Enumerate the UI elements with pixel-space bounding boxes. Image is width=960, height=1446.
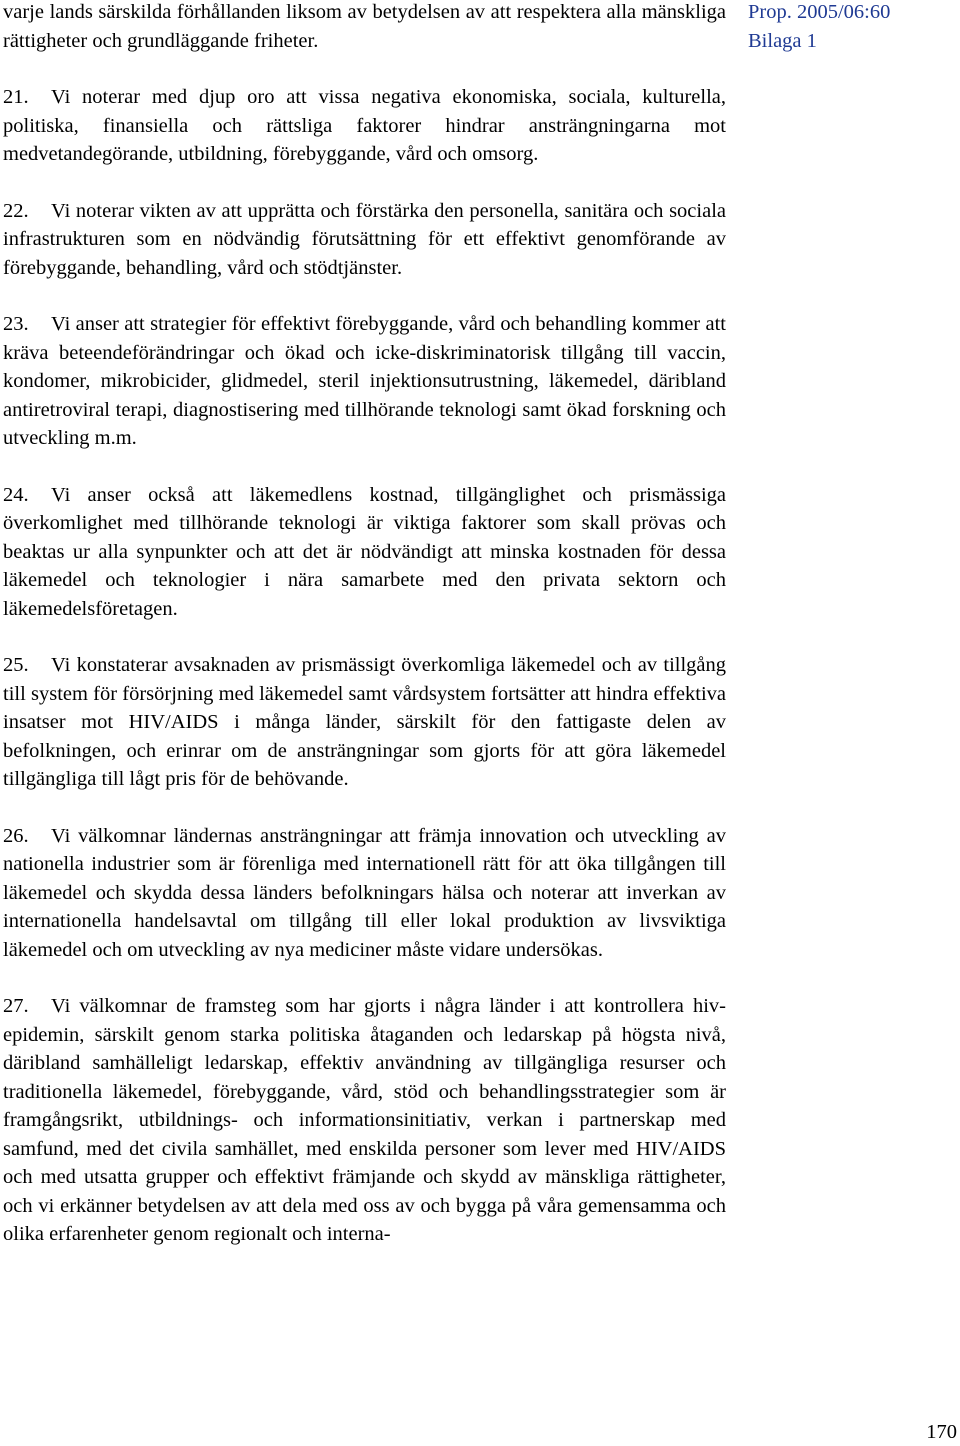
- document-reference: [748, 0, 958, 55]
- paragraph-text: Vi välkomnar de framsteg som har gjorts i några länder i att kontrollera hiv-epidemin, särskilt genom starka politiska åtaganden och ledarskap på högsta nivå, däribland samhälleligt ledarskap, effektiv användning av tillgängliga resurser och traditionella läkemedel, förebyggande, vård, stöd och behandlingsstrategier som är framgångsrikt, utbildnings- och informationsinitiativ, verkan i partnerskap med samfund, med det civila samhället, med enskilda personer som lever med HIV/AIDS och med utsatta grupper och effektivt främjande och skydd av mänskliga rättigheter, och vi erkänner betydelsen av att dela med oss av och bygga på våra gemensamma och olika erfarenheter genom regionalt och interna-: [3, 995, 726, 1245]
- paragraph-24: [3, 481, 726, 624]
- appendix-label: Bilaga 1: [748, 29, 817, 52]
- paragraph-text: Vi anser också att läkemedlens kostnad, tillgänglighet och prismässiga överkomlighet med tillhörande teknologi är viktiga faktorer som skall prövas och beaktas ur alla synpunkter och att det är nödvändigt att minska kostnaden för dessa läkemedel och teknologier i nära samarbete med den privata sektorn och läkemedelsföretagen.: [3, 483, 726, 620]
- paragraph-text: Vi konstaterar avsaknaden av prismässigt överkomliga läkemedel och av tillgång till system för försörjning med läkemedel samt vårdsystem fortsätter att hindra effektiva insatser mot HIV/AIDS i många länder, särskilt för den fattigaste delen av befolkningen, och erinrar om de ansträngningar som gjorts för att göra läkemedel tillgängliga till lågt pris för de behövande.: [3, 654, 726, 790]
- paragraph-26: [3, 822, 726, 965]
- intro-paragraph: varje lands särskilda förhållanden liksom av betydelsen av att respektera alla mänskliga rättigheter och grundläggande friheter.: [3, 1, 726, 52]
- paragraph-number: 24.: [3, 483, 29, 506]
- paragraph-22: [3, 197, 726, 283]
- proposition-reference: Prop. 2005/06:60: [748, 1, 891, 23]
- paragraph-number: 21.: [3, 86, 29, 108]
- paragraph-number: 22.: [3, 199, 29, 222]
- paragraph-text: Vi välkomnar ländernas ansträngningar att främja innovation och utveckling av nationella industrier som är förenliga med internationell rätt för att öka tillgången till läkemedel och skydda dessa länders befolkningars hälsa och noterar att inverkan av internationella handelsavtal om tillgång till eller lokal produktion av livsviktiga läkemedel och om utveckling av nya mediciner måste vidare undersökas.: [3, 824, 726, 961]
- paragraph-number: 26.: [3, 824, 29, 847]
- body-text-column: [3, 0, 726, 1277]
- page-number: 170: [926, 1421, 957, 1443]
- paragraph-25: [3, 651, 726, 794]
- paragraph-text: Vi anser att strategier för effektivt förebyggande, vård och behandling kommer att kräva beteendeförändringar och ökad och icke-diskriminatorisk tillgång till vaccin, kondomer, mikrobicider, glidmedel, steril injektionsutrustning, läkemedel, däribland antiretroviral terapi, diagnostisering med tillhörande teknologi samt ökad forskning och utveckling m.m.: [3, 313, 726, 449]
- paragraph-23: [3, 310, 726, 453]
- paragraph-21: [3, 83, 726, 169]
- paragraph-text: Vi noterar med djup oro att vissa negativa ekonomiska, sociala, kulturella, politiska, finansiella och rättsliga faktorer hindrar ansträngningarna mot medvetandegörande, utbildning, förebyggande, vård och omsorg.: [3, 86, 726, 165]
- paragraph-27: [3, 992, 726, 1249]
- paragraph-text: Vi noterar vikten av att upprätta och förstärka den personella, sanitära och sociala infrastrukturen som en nödvändig förutsättning för ett effektivt genomförande av förebyggande, behandling, vård och stödtjänster.: [3, 199, 726, 279]
- paragraph-number: 23.: [3, 313, 29, 335]
- paragraph-number: 25.: [3, 654, 29, 676]
- paragraph-number: 27.: [3, 995, 29, 1017]
